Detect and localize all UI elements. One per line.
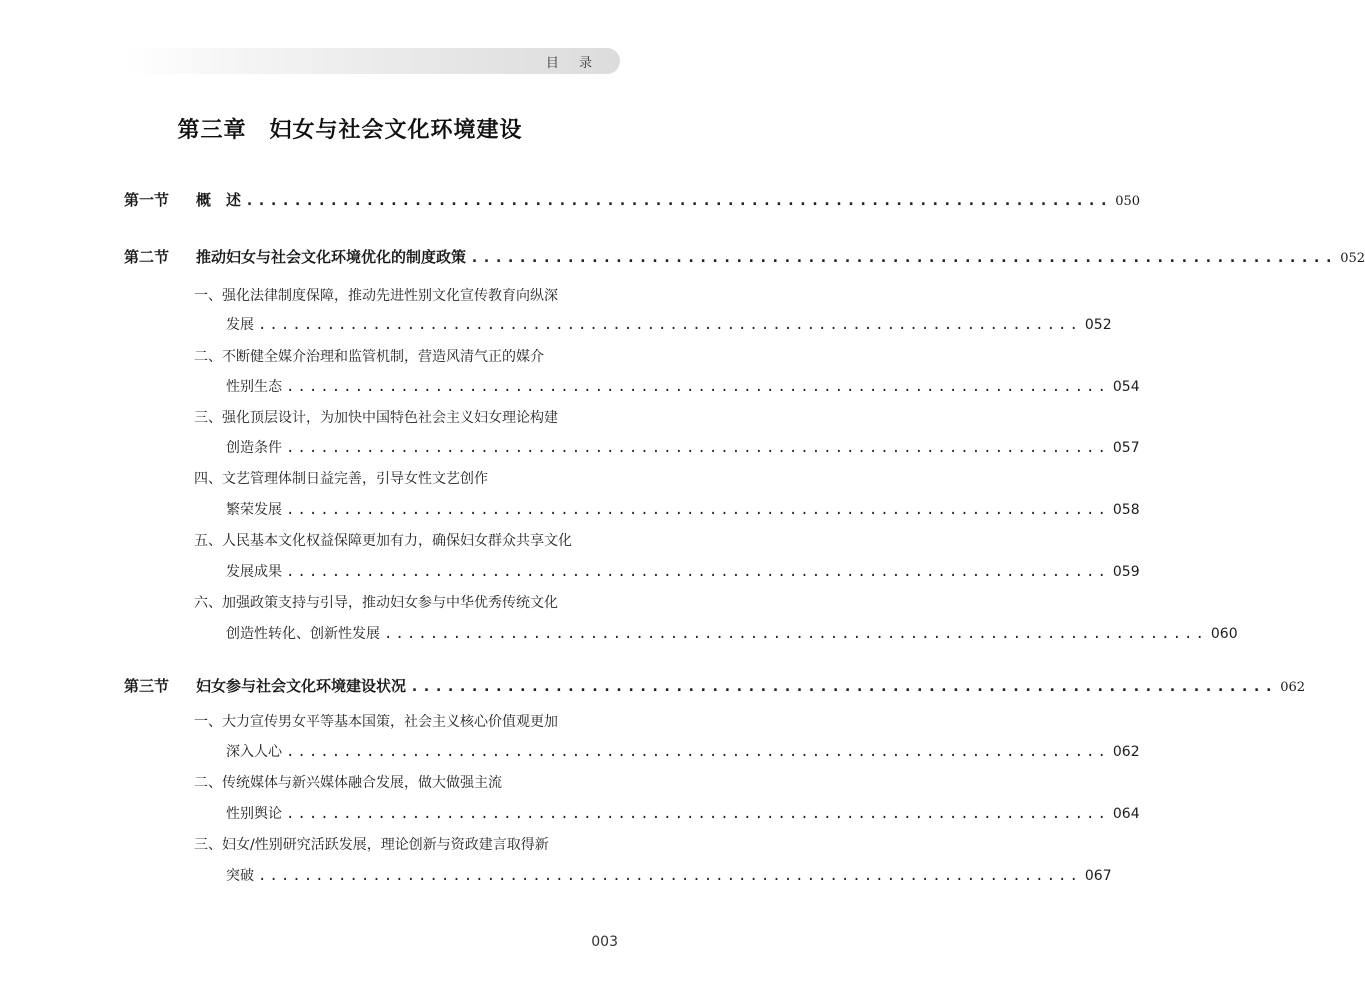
section-number: 第一节 (124, 191, 170, 209)
toc-item-continuation: 发展 (226, 317, 254, 333)
toc-item[interactable] (226, 741, 1140, 761)
toc-section-3[interactable] (124, 675, 1306, 696)
section-page: 050 (1115, 194, 1141, 209)
leader-dots: ........................................................................ (384, 626, 1207, 642)
toc-item-text[interactable]: 一、强化法律制度保障，推动先进性别文化宣传教育向纵深 (194, 288, 558, 304)
section-number: 第三节 (124, 677, 170, 695)
toc-item-continuation: 突破 (226, 868, 254, 884)
toc-item-page: 052 (1084, 317, 1112, 333)
page-number: 003 (591, 934, 618, 950)
toc-item-continuation: 性别舆论 (226, 806, 282, 822)
toc-item-page: 060 (1210, 626, 1238, 642)
leader-dots: ........................................................................ (286, 806, 1109, 822)
toc-item-page: 058 (1112, 502, 1140, 518)
leader-dots: ........................................................................ (286, 379, 1109, 395)
toc-item-text[interactable]: 三、妇女/性别研究活跃发展，理论创新与资政建言取得新 (194, 837, 549, 853)
leader-dots: ........................................................................ (286, 502, 1109, 518)
section-number: 第二节 (124, 248, 170, 266)
toc-section-1[interactable] (124, 189, 1141, 210)
toc-item-page: 057 (1112, 440, 1140, 456)
toc-item-text[interactable]: 一、大力宣传男女平等基本国策，社会主义核心价值观更加 (194, 714, 558, 730)
toc-item[interactable] (226, 803, 1140, 823)
leader-dots: ........................................................................ (410, 677, 1277, 695)
toc-item-text[interactable]: 二、不断健全媒介治理和监管机制，营造风清气正的媒介 (194, 349, 544, 365)
toc-item[interactable] (226, 561, 1140, 581)
leader-dots: ........................................................................ (286, 744, 1109, 760)
toc-item-text[interactable]: 三、强化顶层设计，为加快中国特色社会主义妇女理论构建 (194, 410, 558, 426)
section-title: 妇女参与社会文化环境建设状况 (196, 677, 407, 695)
toc-item-page: 067 (1084, 868, 1112, 884)
toc-item-continuation: 创造条件 (226, 440, 282, 456)
running-header (125, 48, 620, 74)
leader-dots: ........................................................................ (470, 248, 1337, 266)
section-title: 推动妇女与社会文化环境优化的制度政策 (196, 248, 467, 266)
toc-item[interactable] (226, 376, 1140, 396)
toc-item-text[interactable]: 四、文艺管理体制日益完善，引导女性文艺创作 (194, 471, 488, 487)
chapter-title: 第三章 妇女与社会文化环境建设 (177, 117, 523, 143)
section-page: 052 (1340, 251, 1365, 266)
running-header-label: 目 录 (545, 56, 600, 71)
toc-item-page: 064 (1112, 806, 1140, 822)
toc-item[interactable] (226, 623, 1238, 643)
toc-item-continuation: 性别生态 (226, 379, 282, 395)
toc-item-continuation: 发展成果 (226, 564, 282, 580)
toc-item-continuation: 繁荣发展 (226, 502, 282, 518)
toc-item[interactable] (226, 499, 1140, 519)
toc-item-continuation: 创造性转化、创新性发展 (226, 626, 380, 642)
toc-item[interactable] (226, 314, 1112, 334)
toc-item[interactable] (226, 865, 1112, 885)
toc-item-page: 062 (1112, 744, 1140, 760)
toc-item-page: 054 (1112, 379, 1140, 395)
leader-dots: ........................................................................ (258, 317, 1081, 333)
section-title: 概 述 (196, 191, 242, 209)
toc-item-continuation: 深入人心 (226, 744, 282, 760)
toc-section-2[interactable] (124, 246, 1365, 267)
toc-item[interactable] (226, 437, 1140, 457)
toc-item-text[interactable]: 六、加强政策支持与引导，推动妇女参与中华优秀传统文化 (194, 595, 558, 611)
leader-dots: ........................................................................ (286, 564, 1109, 580)
leader-dots: ........................................................................ (245, 191, 1112, 209)
toc-item-text[interactable]: 五、人民基本文化权益保障更加有力，确保妇女群众共享文化 (194, 533, 572, 549)
leader-dots: ........................................................................ (258, 868, 1081, 884)
toc-item-page: 059 (1112, 564, 1140, 580)
leader-dots: ........................................................................ (286, 440, 1109, 456)
section-page: 062 (1280, 680, 1306, 695)
toc-item-text[interactable]: 二、传统媒体与新兴媒体融合发展，做大做强主流 (194, 775, 502, 791)
